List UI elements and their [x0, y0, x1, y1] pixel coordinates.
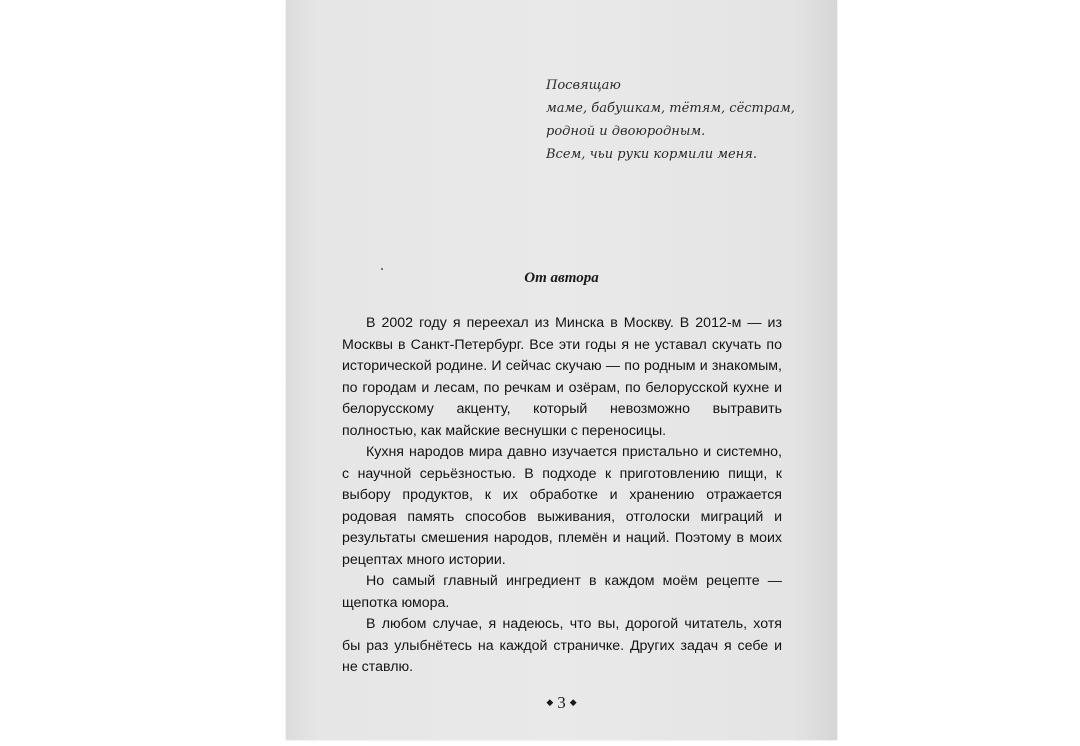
paragraph: Кухня народов мира давно изучается пристально и системно, с научной серьёзностью. В подходе к приготовлению пищи, к выбору продуктов, к их обработке и хранению отражается родовая память способов выживания, отголоски миграций и результаты смешения народов, племён и наций. Поэтому в моих рецептах много истории. [342, 444, 782, 568]
paragraph: В 2002 году я переехал из Минска в Москву. В 2012-м — из Москвы в Санкт-Петербург. Все эти годы я не уставал скучать по исторической родине. И сейчас скучаю — по родным и знакомым, по городам и лесам, по речкам и озёрам, по белорусской кухне и белорусскому акценту, который невозможно вытравить полностью, как майские веснушки с переносицы. [342, 315, 782, 439]
paragraph: В любом случае, я надеюсь, что вы, дорогой читатель, хотя бы раз улыбнётесь на каждой страничке. Других задач я себе и не ставлю. [342, 616, 782, 675]
dedication-line: Всем, чьи руки кормили меня. [546, 147, 757, 162]
dedication [546, 74, 795, 166]
page-number: 3 [557, 693, 566, 712]
diamond-ornament-icon: ◆ [546, 697, 554, 707]
dedication-line: Посвящаю [546, 78, 621, 93]
dedication-line: родной и двоюродным. [546, 124, 706, 139]
book-page [286, 0, 837, 740]
dedication-line: маме, бабушкам, тётям, сёстрам, [546, 101, 795, 116]
diamond-ornament-icon: ◆ [569, 697, 577, 707]
page-number-block [286, 693, 837, 713]
body-text [342, 313, 782, 679]
section-title: От автора [524, 270, 599, 286]
paragraph: Но самый главный ингредиент в каждом моём рецепте — щепотка юмора. [342, 573, 782, 611]
